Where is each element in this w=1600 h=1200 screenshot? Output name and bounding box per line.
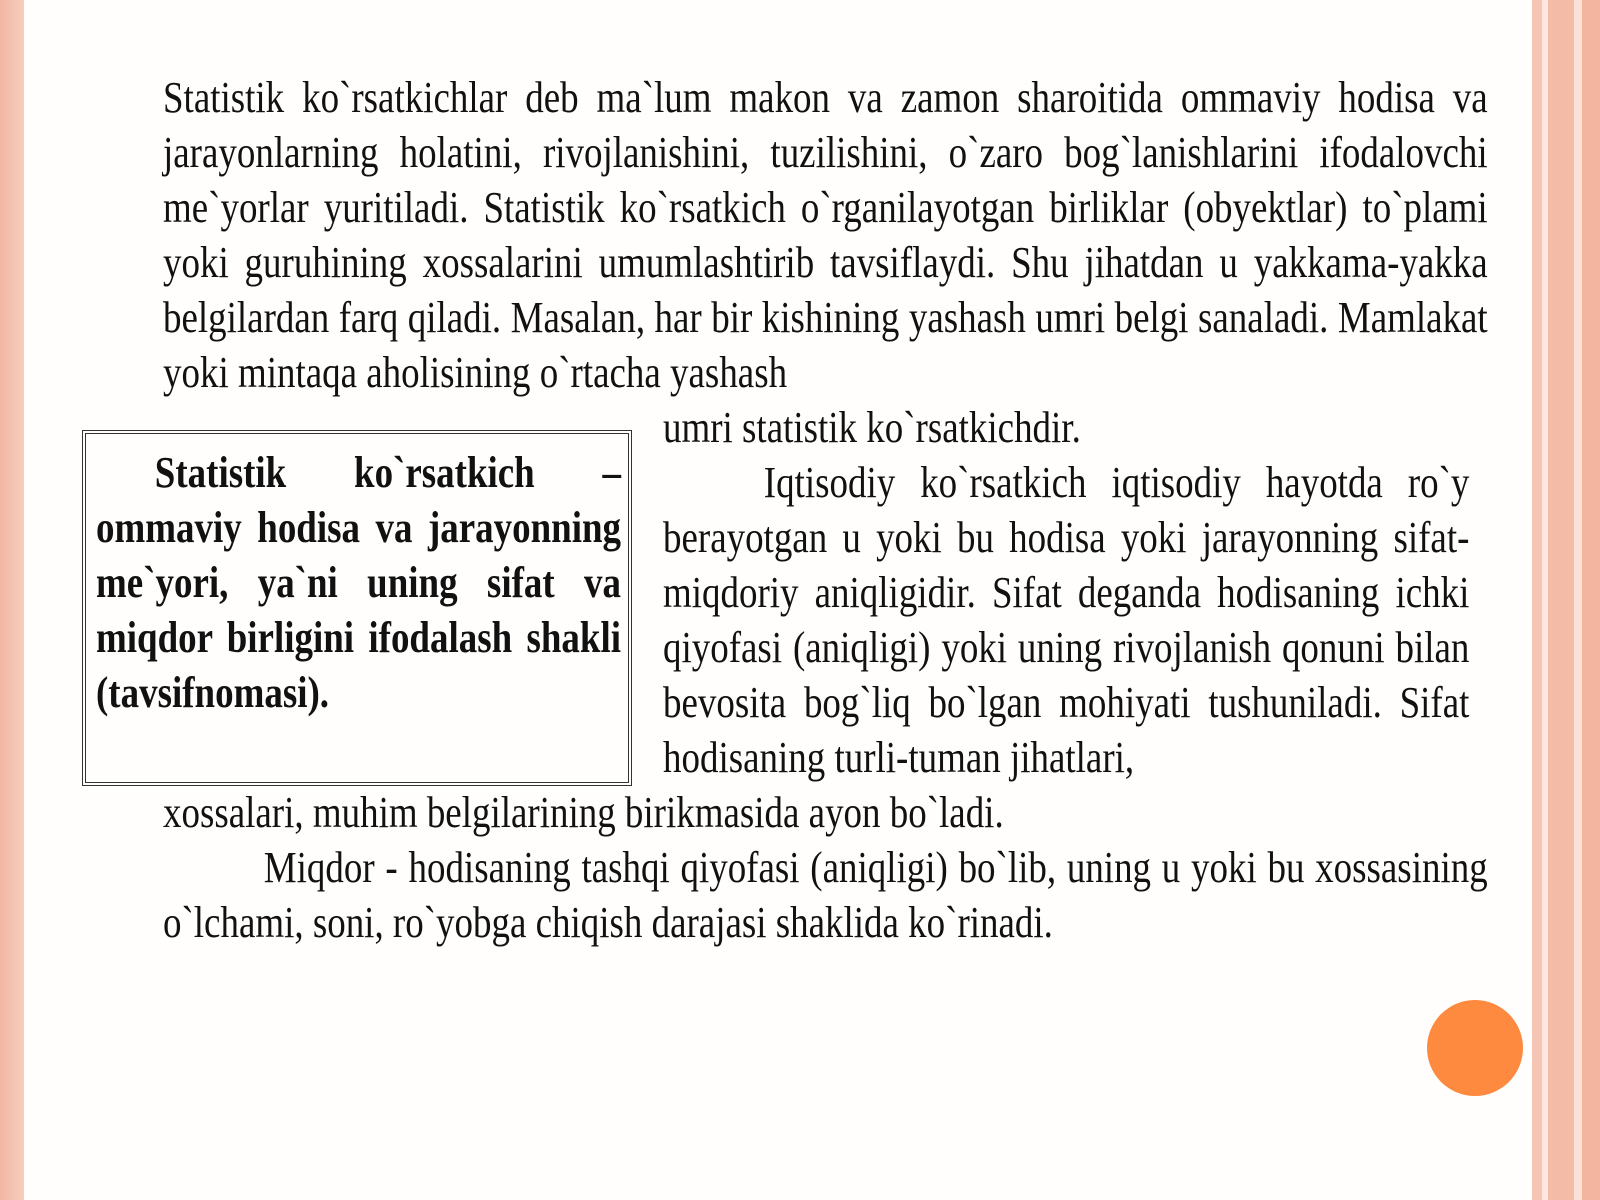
paragraph-3: Miqdor - hodisaning tashqi qiyofasi (aniqligi) bo`lib, uning u yoki bu xossasining o`lchami, soni, ro`yobga chiqish darajasi shaklida ko`rinadi. [163, 843, 1488, 947]
paragraph-2-end: xossalari, muhim belgilarining birikmasida ayon bo`ladi. [163, 788, 1004, 837]
paragraph-1: Statistik ko`rsatkichlar deb ma`lum makon va zamon sharoitida ommaviy hodisa va jarayonlarning holatini, rivojlanishini, tuzilishini, o`zaro bog`lanishlarini ifodalovchi me`yorlar yuritiladi. Statistik ko`rsatkich o`rganilayotgan birliklar (obyektlar) to`plami yoki guruhining xossalarini umumlashtirib tavsiflaydi. Shu jihatdan u yakkama-yakka belgilardan farq qiladi. Masalan, har bir kishining yashash umri belgi sanaladi. Mamlakat yoki mintaqa aholisining o`rtacha yashash [163, 73, 1488, 397]
paragraph-2: Iqtisodiy ko`rsatkich iqtisodiy hayotda ro`y berayotgan u yoki bu hodisa yoki jarayonning sifat-miqdoriy aniqligidir. Sifat deganda hodisaning ichki qiyofasi (aniqligi) yoki uning rivojlanish qonuni bilan bevosita bog`liq bo`lgan mohiyati tushuniladi. Sifat hodisaning turli-tuman jihatlari, [663, 458, 1470, 782]
definition-text: Statistik ko`rsatkich – ommaviy hodisa va jarayonning me`yori, ya`ni uning sifat va miqdor birligini ifodalash shakli (tavsifnomasi). [96, 448, 622, 717]
right-decorative-bar [1548, 0, 1574, 1200]
right-decorative-bar [1582, 0, 1600, 1200]
right-decorative-bar [1574, 0, 1582, 1200]
right-decorative-bar [1532, 0, 1542, 1200]
paragraph-1-end: umri statistik ko`rsatkichdir. [663, 403, 1081, 452]
accent-circle-decoration [1427, 1000, 1523, 1096]
left-decorative-bar [0, 0, 24, 1200]
